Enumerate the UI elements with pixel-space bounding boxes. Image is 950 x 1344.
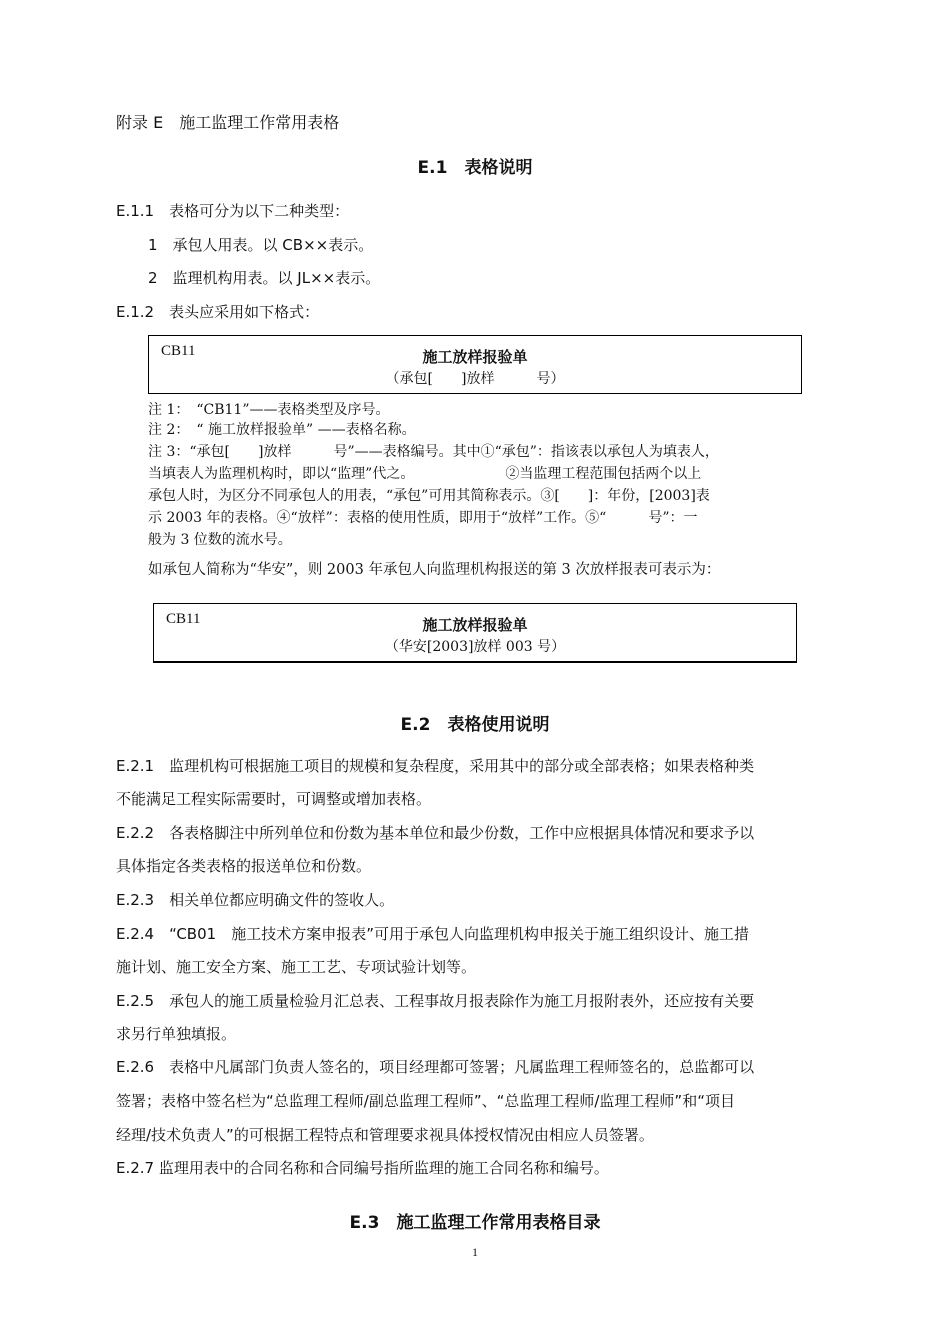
paragraph-line: E.2.4 “CB01 施工技术方案申报表”可用于承包人向监理机构申报关于施工组织设计、施工措 bbox=[116, 925, 749, 943]
form-number: （承包[ ]放样 号） bbox=[385, 371, 565, 387]
form-title: 施工放样报验单 bbox=[422, 616, 528, 634]
paragraph-line: 不能满足工程实际需要时，可调整或增加表格。 bbox=[116, 790, 432, 808]
form-code: CB11 bbox=[166, 611, 201, 627]
paragraph-line: 经理/技术负责人”的可根据工程特点和管理要求视具体授权情况由相应人员签署。 bbox=[116, 1126, 654, 1144]
note-line: 注 2： “ 施工放样报验单” ——表格名称。 bbox=[148, 422, 416, 438]
form-number: （华安[2003]放样 003 号） bbox=[384, 639, 566, 655]
paragraph-line: E.2.3 相关单位都应明确文件的签收人。 bbox=[116, 891, 395, 909]
paragraph-line: 签署；表格中签名栏为“总监理工程师/副总监理工程师”、“总监理工程师/监理工程师”和“项目 bbox=[116, 1092, 735, 1110]
note-line: 般为 3 位数的流水号。 bbox=[148, 532, 292, 548]
note-line: 注 1： “CB11”——表格类型及序号。 bbox=[148, 402, 390, 418]
section-heading-e1: E.1 表格说明 bbox=[417, 158, 533, 178]
paragraph-line: 求另行单独填报。 bbox=[116, 1025, 237, 1043]
section-heading-e3: E.3 施工监理工作常用表格目录 bbox=[349, 1213, 601, 1233]
section-heading-e2: E.2 表格使用说明 bbox=[400, 715, 550, 735]
list-item: 1 承包人用表。以 CB××表示。 bbox=[148, 236, 374, 254]
example-paragraph: 如承包人简称为“华安”，则 2003 年承包人向监理机构报送的第 3 次放样报表可表示为： bbox=[148, 562, 721, 578]
paragraph-line: E.2.7 监理用表中的合同名称和合同编号指所监理的施工合同名称和编号。 bbox=[116, 1159, 609, 1177]
paragraph-line: E.2.2 各表格脚注中所列单位和份数为基本单位和最少份数，工作中应根据具体情况和要求予以 bbox=[116, 824, 755, 842]
note-line: 承包人时，为区分不同承包人的用表，“承包”可用其简称表示。③[ ]：年份，[2003]表 bbox=[148, 488, 710, 504]
paragraph-line: E.2.1 监理机构可根据施工项目的规模和复杂程度，采用其中的部分或全部表格；如果表格种类 bbox=[116, 757, 755, 775]
paragraph-e112: E.1.2 表头应采用如下格式： bbox=[116, 303, 320, 321]
form-code: CB11 bbox=[161, 343, 196, 359]
paragraph-line: 具体指定各类表格的报送单位和份数。 bbox=[116, 857, 372, 875]
page-number: 1 bbox=[472, 1245, 478, 1259]
appendix-title: 附录 E 施工监理工作常用表格 bbox=[116, 113, 340, 132]
list-item: 2 监理机构用表。以 JL××表示。 bbox=[148, 269, 381, 287]
form-title: 施工放样报验单 bbox=[422, 348, 528, 366]
table-header-sample-1 bbox=[148, 335, 802, 394]
paragraph-e111: E.1.1 表格可分为以下二种类型： bbox=[116, 202, 350, 220]
note-line: 注 3：“承包[ ]放样 号”——表格编号。其中①“承包”：指该表以承包人为填表人， bbox=[148, 444, 719, 460]
paragraph-line: E.2.5 承包人的施工质量检验月汇总表、工程事故月报表除作为施工月报附表外，还应按有关要 bbox=[116, 992, 755, 1010]
paragraph-line: E.2.6 表格中凡属部门负责人签名的，项目经理都可签署；凡属监理工程师签名的，总监都可以 bbox=[116, 1058, 755, 1076]
note-line: 示 2003 年的表格。④“放样”：表格的使用性质，即用于“放样”工作。⑤“ 号”：一 bbox=[148, 510, 698, 526]
table-header-sample-2 bbox=[153, 603, 797, 663]
note-line: 当填表人为监理机构时，即以“监理”代之。 ②当监理工程范围包括两个以上 bbox=[148, 466, 702, 482]
paragraph-line: 施计划、施工安全方案、施工工艺、专项试验计划等。 bbox=[116, 958, 477, 976]
